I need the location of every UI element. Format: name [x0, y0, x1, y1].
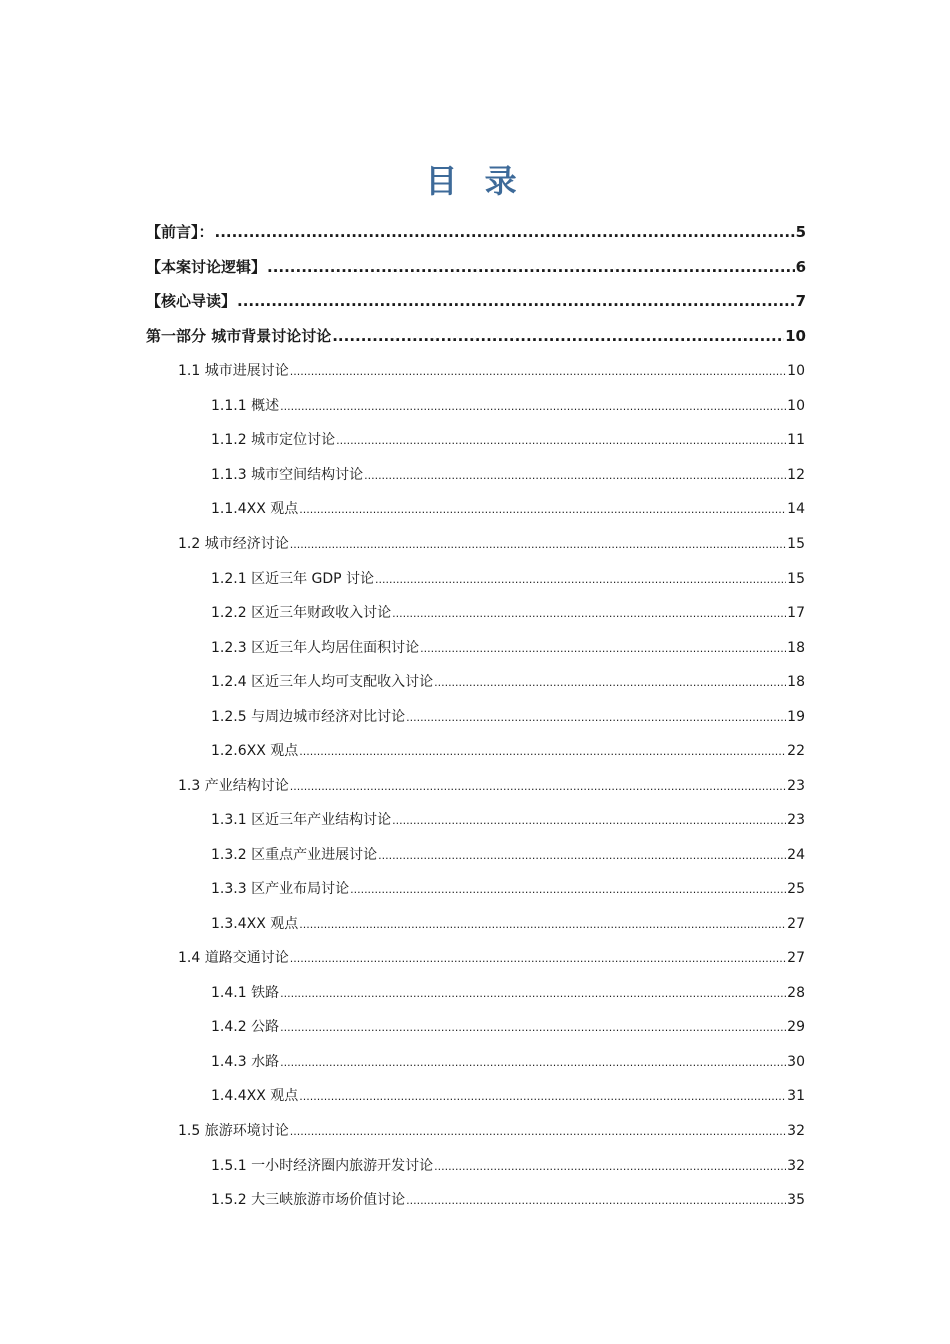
- dot-leader: [406, 711, 786, 724]
- toc-entry-page-number: 6: [795, 258, 806, 276]
- toc-entry[interactable]: [211, 706, 805, 726]
- toc-entry[interactable]: [211, 1051, 805, 1071]
- toc-entry[interactable]: [146, 290, 806, 311]
- toc-entry-page-number: 30: [787, 1054, 805, 1070]
- toc-entry-label: 第一部分 城市背景讨论讨论: [146, 327, 332, 345]
- toc-entry[interactable]: [211, 878, 805, 898]
- dot-leader: [420, 642, 786, 655]
- toc-entry-label: 1.4.4XX 观点: [211, 1088, 299, 1104]
- toc-entry-page-number: 7: [795, 292, 806, 310]
- dot-leader: [290, 1125, 786, 1138]
- toc-entry[interactable]: [211, 1016, 805, 1036]
- toc-entry-page-number: 10: [787, 398, 805, 414]
- dot-leader: [392, 607, 786, 620]
- toc-entry[interactable]: [211, 464, 805, 484]
- toc-entry-label: 1.2.2 区近三年财政收入讨论: [211, 605, 392, 621]
- dot-leader: [299, 503, 786, 516]
- dot-leader: [406, 1194, 786, 1207]
- toc-entry-label: 1.4.2 公路: [211, 1019, 280, 1035]
- toc-entry[interactable]: [211, 429, 805, 449]
- toc-entry-page-number: 18: [787, 674, 805, 690]
- toc-entry-page-number: 31: [787, 1088, 805, 1104]
- toc-entry-page-number: 17: [787, 605, 805, 621]
- dot-leader: [280, 400, 786, 413]
- toc-entry-page-number: 25: [787, 881, 805, 897]
- toc-entry-page-number: 10: [785, 327, 806, 345]
- toc-entry-label: 1.2.1 区近三年 GDP 讨论: [211, 571, 375, 587]
- toc-entry[interactable]: [211, 1189, 805, 1209]
- toc-entry[interactable]: [211, 568, 805, 588]
- toc-entry[interactable]: [146, 256, 806, 277]
- toc-entry-page-number: 23: [787, 778, 805, 794]
- toc-entry-page-number: 18: [787, 640, 805, 656]
- toc-entry-label: 1.1.3 城市空间结构讨论: [211, 467, 364, 483]
- toc-entry-label: 1.3.4XX 观点: [211, 916, 299, 932]
- dot-leader: [299, 1090, 786, 1103]
- toc-entry-label: 1.3 产业结构讨论: [178, 778, 289, 794]
- toc-entry-label: 【核心导读】: [146, 292, 237, 310]
- toc-entry-page-number: 23: [787, 812, 805, 828]
- dot-leader: [290, 952, 786, 965]
- toc-entry-page-number: 5: [795, 223, 806, 241]
- toc-entry-page-number: 19: [787, 709, 805, 725]
- toc-entry-label: 1.2.4 区近三年人均可支配收入讨论: [211, 674, 434, 690]
- dot-leader: [434, 1160, 786, 1173]
- dot-leader: [290, 538, 786, 551]
- toc-entry-page-number: 27: [787, 916, 805, 932]
- toc-entry-label: 1.4 道路交通讨论: [178, 950, 289, 966]
- toc-entry-page-number: 35: [787, 1192, 805, 1208]
- toc-entry-page-number: 27: [787, 950, 805, 966]
- toc-entry-page-number: 22: [787, 743, 805, 759]
- toc-entry[interactable]: [178, 360, 805, 380]
- toc-entry[interactable]: [178, 533, 805, 553]
- toc-entry-label: 1.2 城市经济讨论: [178, 536, 289, 552]
- toc-entry-label: 1.3.2 区重点产业进展讨论: [211, 847, 378, 863]
- dot-leader: [237, 292, 795, 310]
- dot-leader: [336, 434, 786, 447]
- dot-leader: [280, 1056, 786, 1069]
- toc-entry-page-number: 12: [787, 467, 805, 483]
- toc-entry-label: 1.5 旅游环境讨论: [178, 1123, 289, 1139]
- toc-entry-label: 1.5.1 一小时经济圈内旅游开发讨论: [211, 1158, 434, 1174]
- dot-leader: [364, 469, 786, 482]
- dot-leader: [290, 365, 786, 378]
- toc-entry-label: 1.2.6XX 观点: [211, 743, 299, 759]
- dot-leader: [299, 918, 786, 931]
- toc-entry[interactable]: [211, 982, 805, 1002]
- toc-entry-label: 1.1.2 城市定位讨论: [211, 432, 336, 448]
- toc-entry-page-number: 11: [787, 432, 805, 448]
- toc-entry[interactable]: [211, 740, 805, 760]
- toc-entry[interactable]: [211, 395, 805, 415]
- dot-leader: [332, 327, 784, 345]
- toc-entry-page-number: 24: [787, 847, 805, 863]
- dot-leader: [350, 883, 786, 896]
- toc-entry-page-number: 32: [787, 1158, 805, 1174]
- toc-entry[interactable]: [146, 325, 806, 346]
- toc-entry[interactable]: [178, 947, 805, 967]
- dot-leader: [299, 745, 786, 758]
- toc-entry-page-number: 29: [787, 1019, 805, 1035]
- toc-entry-page-number: 15: [787, 571, 805, 587]
- toc-entry-page-number: 10: [787, 363, 805, 379]
- dot-leader: [215, 223, 795, 241]
- dot-leader: [267, 258, 795, 276]
- dot-leader: [378, 849, 786, 862]
- toc-entry-label: 1.1.1 概述: [211, 398, 280, 414]
- toc-entry-label: 1.3.3 区产业布局讨论: [211, 881, 350, 897]
- toc-entry[interactable]: [146, 221, 806, 242]
- toc-entry-label: 【前言】：: [146, 223, 214, 241]
- toc-entry-label: 1.4.3 水路: [211, 1054, 280, 1070]
- toc-entry-label: 1.5.2 大三峡旅游市场价值讨论: [211, 1192, 406, 1208]
- toc-entry-page-number: 28: [787, 985, 805, 1001]
- toc-entry-label: 1.4.1 铁路: [211, 985, 280, 1001]
- toc-entry-label: 1.2.3 区近三年人均居住面积讨论: [211, 640, 420, 656]
- toc-entry[interactable]: [211, 498, 805, 518]
- toc-entry[interactable]: [211, 671, 805, 691]
- dot-leader: [434, 676, 786, 689]
- toc-entry-label: 1.1.4XX 观点: [211, 501, 299, 517]
- toc-entry-label: 【本案讨论逻辑】: [146, 258, 267, 276]
- dot-leader: [290, 780, 786, 793]
- toc-entry[interactable]: [211, 1085, 805, 1105]
- dot-leader: [280, 1021, 786, 1034]
- toc-entry[interactable]: [211, 602, 805, 622]
- toc-entry[interactable]: [211, 809, 805, 829]
- toc-entry-label: 1.2.5 与周边城市经济对比讨论: [211, 709, 406, 725]
- dot-leader: [280, 987, 786, 1000]
- dot-leader: [392, 814, 786, 827]
- toc-entry[interactable]: [178, 775, 805, 795]
- toc-entry-label: 1.1 城市进展讨论: [178, 363, 289, 379]
- toc-entry-page-number: 15: [787, 536, 805, 552]
- toc-entry-page-number: 14: [787, 501, 805, 517]
- toc-entry-label: 1.3.1 区近三年产业结构讨论: [211, 812, 392, 828]
- dot-leader: [375, 573, 786, 586]
- toc-entry-page-number: 32: [787, 1123, 805, 1139]
- toc-title: 目 录: [425, 162, 525, 200]
- toc-entry[interactable]: [211, 913, 805, 933]
- toc-entry[interactable]: [211, 844, 805, 864]
- toc-entry[interactable]: [211, 637, 805, 657]
- toc-entry[interactable]: [178, 1120, 805, 1140]
- toc-entry[interactable]: [211, 1155, 805, 1175]
